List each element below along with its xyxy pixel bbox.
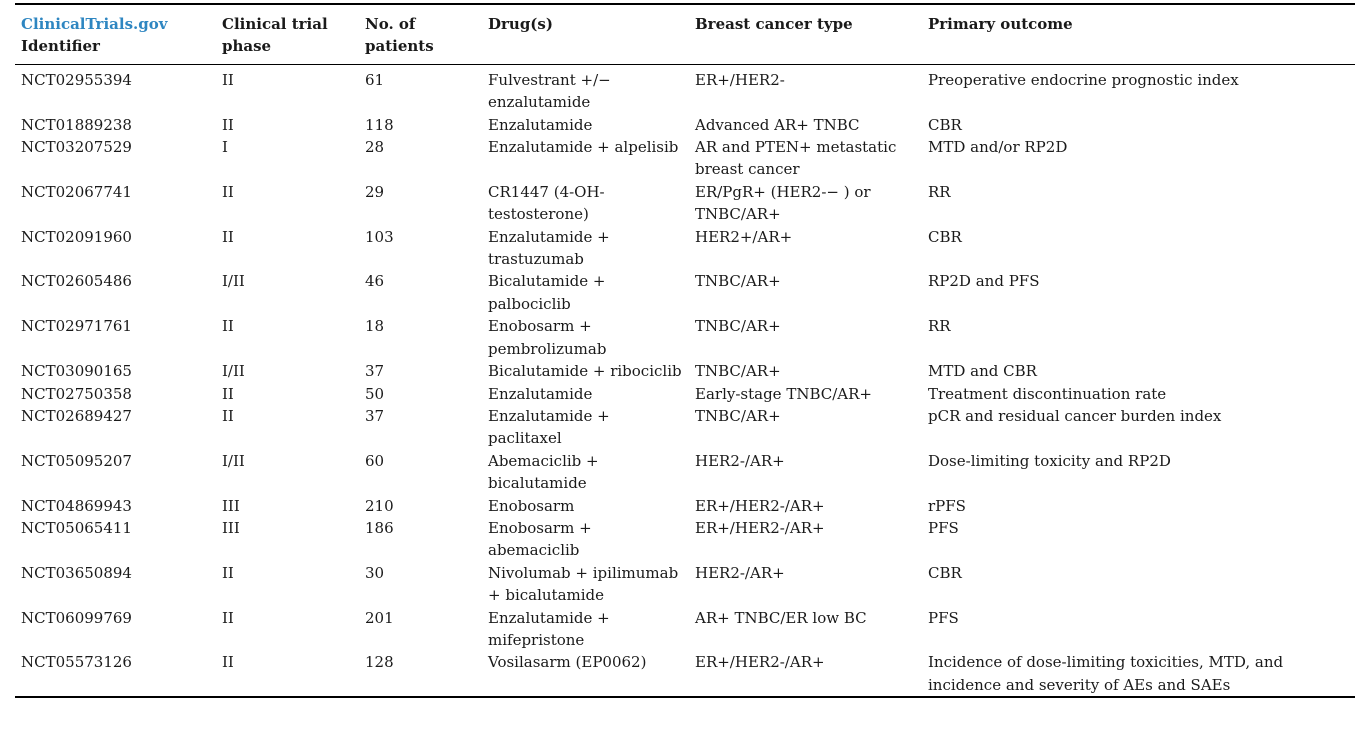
clinical-trials-table bbox=[15, 3, 1355, 698]
trial-phase: III bbox=[222, 518, 240, 537]
header-identifier-label: Identifier bbox=[21, 37, 100, 56]
header-identifier bbox=[15, 4, 216, 64]
trial-identifier: NCT05095207 bbox=[21, 451, 132, 470]
primary-outcome: RR bbox=[928, 317, 951, 336]
patient-count: 18 bbox=[365, 317, 385, 336]
header-phase bbox=[216, 4, 359, 64]
trial-identifier: NCT03650894 bbox=[21, 563, 132, 582]
primary-outcome: PFS bbox=[928, 608, 959, 627]
trial-phase: II bbox=[222, 227, 234, 246]
table-row bbox=[15, 315, 1355, 360]
drug-names: Bicalutamide + palbociclib bbox=[488, 272, 606, 313]
drug-names: Fulvestrant +/− enzalutamide bbox=[488, 70, 611, 112]
header-patients-line2: patients bbox=[365, 37, 434, 56]
patient-count: 103 bbox=[365, 227, 394, 246]
trial-phase: II bbox=[222, 653, 234, 672]
patient-count: 30 bbox=[365, 563, 385, 582]
trial-identifier: NCT06099769 bbox=[21, 608, 132, 627]
trial-phase: II bbox=[222, 317, 234, 336]
patient-count: 50 bbox=[365, 384, 385, 403]
drug-names: Vosilasarm (EP0062) bbox=[488, 653, 647, 672]
trial-identifier: NCT01889238 bbox=[21, 115, 132, 134]
header-drugs: Drug(s) bbox=[488, 15, 553, 33]
primary-outcome: CBR bbox=[928, 227, 962, 246]
table-body bbox=[15, 64, 1355, 697]
table-row bbox=[15, 181, 1355, 226]
drug-names: Enzalutamide + paclitaxel bbox=[488, 406, 610, 448]
trial-phase: I/II bbox=[222, 272, 245, 291]
primary-outcome: Preoperative endocrine prognostic index bbox=[928, 70, 1239, 89]
primary-outcome: RR bbox=[928, 182, 951, 201]
table-row bbox=[15, 450, 1355, 495]
table-row bbox=[15, 64, 1355, 113]
trial-phase: II bbox=[222, 182, 234, 201]
drug-names: Enzalutamide + trastuzumab bbox=[488, 227, 610, 269]
breast-cancer-type: HER2-/AR+ bbox=[695, 563, 785, 582]
table-row bbox=[15, 607, 1355, 652]
trial-identifier: NCT05065411 bbox=[21, 518, 132, 537]
breast-cancer-type: Advanced AR+ TNBC bbox=[695, 115, 860, 134]
table-row bbox=[15, 114, 1355, 136]
patient-count: 28 bbox=[365, 138, 385, 157]
header-row bbox=[15, 4, 1355, 64]
trial-identifier: NCT02750358 bbox=[21, 384, 132, 403]
trial-identifier: NCT02955394 bbox=[21, 70, 132, 89]
drug-names: Abemaciclib + bicalutamide bbox=[488, 451, 599, 493]
breast-cancer-type: AR and PTEN+ metastatic breast cancer bbox=[695, 138, 897, 179]
primary-outcome: MTD and CBR bbox=[928, 362, 1037, 381]
primary-outcome: CBR bbox=[928, 563, 962, 582]
header-cancer-type: Breast cancer type bbox=[695, 15, 853, 33]
primary-outcome: rPFS bbox=[928, 496, 966, 515]
patient-count: 46 bbox=[365, 272, 385, 291]
breast-cancer-type: HER2+/AR+ bbox=[695, 227, 793, 246]
trial-phase: II bbox=[222, 115, 234, 134]
trial-identifier: NCT02971761 bbox=[21, 317, 132, 336]
patient-count: 186 bbox=[365, 518, 394, 537]
trial-phase: I/II bbox=[222, 362, 245, 381]
drug-names: Enzalutamide bbox=[488, 384, 593, 403]
trial-identifier: NCT02091960 bbox=[21, 227, 132, 246]
breast-cancer-type: ER+/HER2- bbox=[695, 70, 785, 89]
table-row bbox=[15, 136, 1355, 181]
drug-names: Enzalutamide + mifepristone bbox=[488, 608, 610, 649]
table-row bbox=[15, 405, 1355, 450]
patient-count: 118 bbox=[365, 115, 394, 134]
trial-phase: I/II bbox=[222, 451, 245, 470]
trial-phase: I bbox=[222, 138, 228, 157]
header-phase-line2: phase bbox=[222, 37, 272, 56]
patient-count: 201 bbox=[365, 608, 394, 627]
drug-names: Enobosarm bbox=[488, 496, 575, 515]
table-row bbox=[15, 651, 1355, 697]
trial-phase: II bbox=[222, 608, 234, 627]
trial-phase: II bbox=[222, 70, 234, 89]
trial-identifier: NCT03207529 bbox=[21, 138, 132, 157]
patient-count: 210 bbox=[365, 496, 394, 515]
patient-count: 128 bbox=[365, 653, 394, 672]
trial-phase: II bbox=[222, 384, 234, 403]
breast-cancer-type: ER+/HER2-/AR+ bbox=[695, 496, 825, 515]
breast-cancer-type: TNBC/AR+ bbox=[695, 406, 781, 425]
drug-names: Nivolumab + ipilimumab + bicalutamide bbox=[488, 563, 679, 605]
breast-cancer-type: TNBC/AR+ bbox=[695, 317, 781, 336]
clinical-trials-table-container bbox=[15, 3, 1355, 698]
table-row bbox=[15, 495, 1355, 517]
breast-cancer-type: HER2-/AR+ bbox=[695, 451, 785, 470]
table-row bbox=[15, 383, 1355, 405]
table-row bbox=[15, 226, 1355, 271]
trial-identifier: NCT05573126 bbox=[21, 653, 132, 672]
table-row bbox=[15, 517, 1355, 562]
table-header bbox=[15, 4, 1355, 64]
primary-outcome: Incidence of dose-limiting toxicities, MTD, and incidence and severity of AEs and SAEs bbox=[928, 653, 1284, 694]
primary-outcome: RP2D and PFS bbox=[928, 272, 1040, 291]
header-patients-line1: No. of bbox=[365, 15, 416, 33]
drug-names: Enobosarm + pembrolizumab bbox=[488, 317, 607, 358]
trial-identifier: NCT02605486 bbox=[21, 272, 132, 291]
trial-phase: II bbox=[222, 406, 234, 425]
trial-identifier: NCT02067741 bbox=[21, 182, 132, 201]
trial-identifier: NCT04869943 bbox=[21, 496, 132, 515]
breast-cancer-type: ER/PgR+ (HER2-− ) or TNBC/AR+ bbox=[695, 182, 871, 224]
patient-count: 37 bbox=[365, 362, 385, 381]
primary-outcome: PFS bbox=[928, 518, 959, 537]
primary-outcome: Treatment discontinuation rate bbox=[928, 384, 1167, 403]
drug-names: Enobosarm + abemaciclib bbox=[488, 518, 592, 560]
trial-identifier: NCT03090165 bbox=[21, 362, 132, 381]
table-row bbox=[15, 360, 1355, 382]
breast-cancer-type: TNBC/AR+ bbox=[695, 362, 781, 381]
clinicaltrials-link[interactable]: ClinicalTrials.gov bbox=[21, 15, 168, 33]
breast-cancer-type: ER+/HER2-/AR+ bbox=[695, 653, 825, 672]
primary-outcome: Dose-limiting toxicity and RP2D bbox=[928, 451, 1171, 470]
table-row bbox=[15, 270, 1355, 315]
patient-count: 37 bbox=[365, 406, 385, 425]
primary-outcome: pCR and residual cancer burden index bbox=[928, 406, 1222, 425]
drug-names: CR1447 (4-OH-testosterone) bbox=[488, 182, 605, 224]
trial-phase: II bbox=[222, 563, 234, 582]
patient-count: 60 bbox=[365, 451, 385, 470]
header-patients bbox=[359, 4, 482, 64]
table-row bbox=[15, 562, 1355, 607]
patient-count: 29 bbox=[365, 182, 385, 201]
header-outcome: Primary outcome bbox=[928, 15, 1073, 33]
primary-outcome: CBR bbox=[928, 115, 962, 134]
drug-names: Bicalutamide + ribociclib bbox=[488, 362, 682, 381]
header-phase-line1: Clinical trial bbox=[222, 15, 328, 33]
trial-phase: III bbox=[222, 496, 240, 515]
drug-names: Enzalutamide + alpelisib bbox=[488, 138, 679, 157]
breast-cancer-type: Early-stage TNBC/AR+ bbox=[695, 384, 872, 403]
breast-cancer-type: ER+/HER2-/AR+ bbox=[695, 518, 825, 537]
breast-cancer-type: TNBC/AR+ bbox=[695, 272, 781, 291]
trial-identifier: NCT02689427 bbox=[21, 406, 132, 425]
patient-count: 61 bbox=[365, 70, 385, 89]
breast-cancer-type: AR+ TNBC/ER low BC bbox=[695, 608, 867, 627]
drug-names: Enzalutamide bbox=[488, 115, 593, 134]
primary-outcome: MTD and/or RP2D bbox=[928, 138, 1068, 157]
